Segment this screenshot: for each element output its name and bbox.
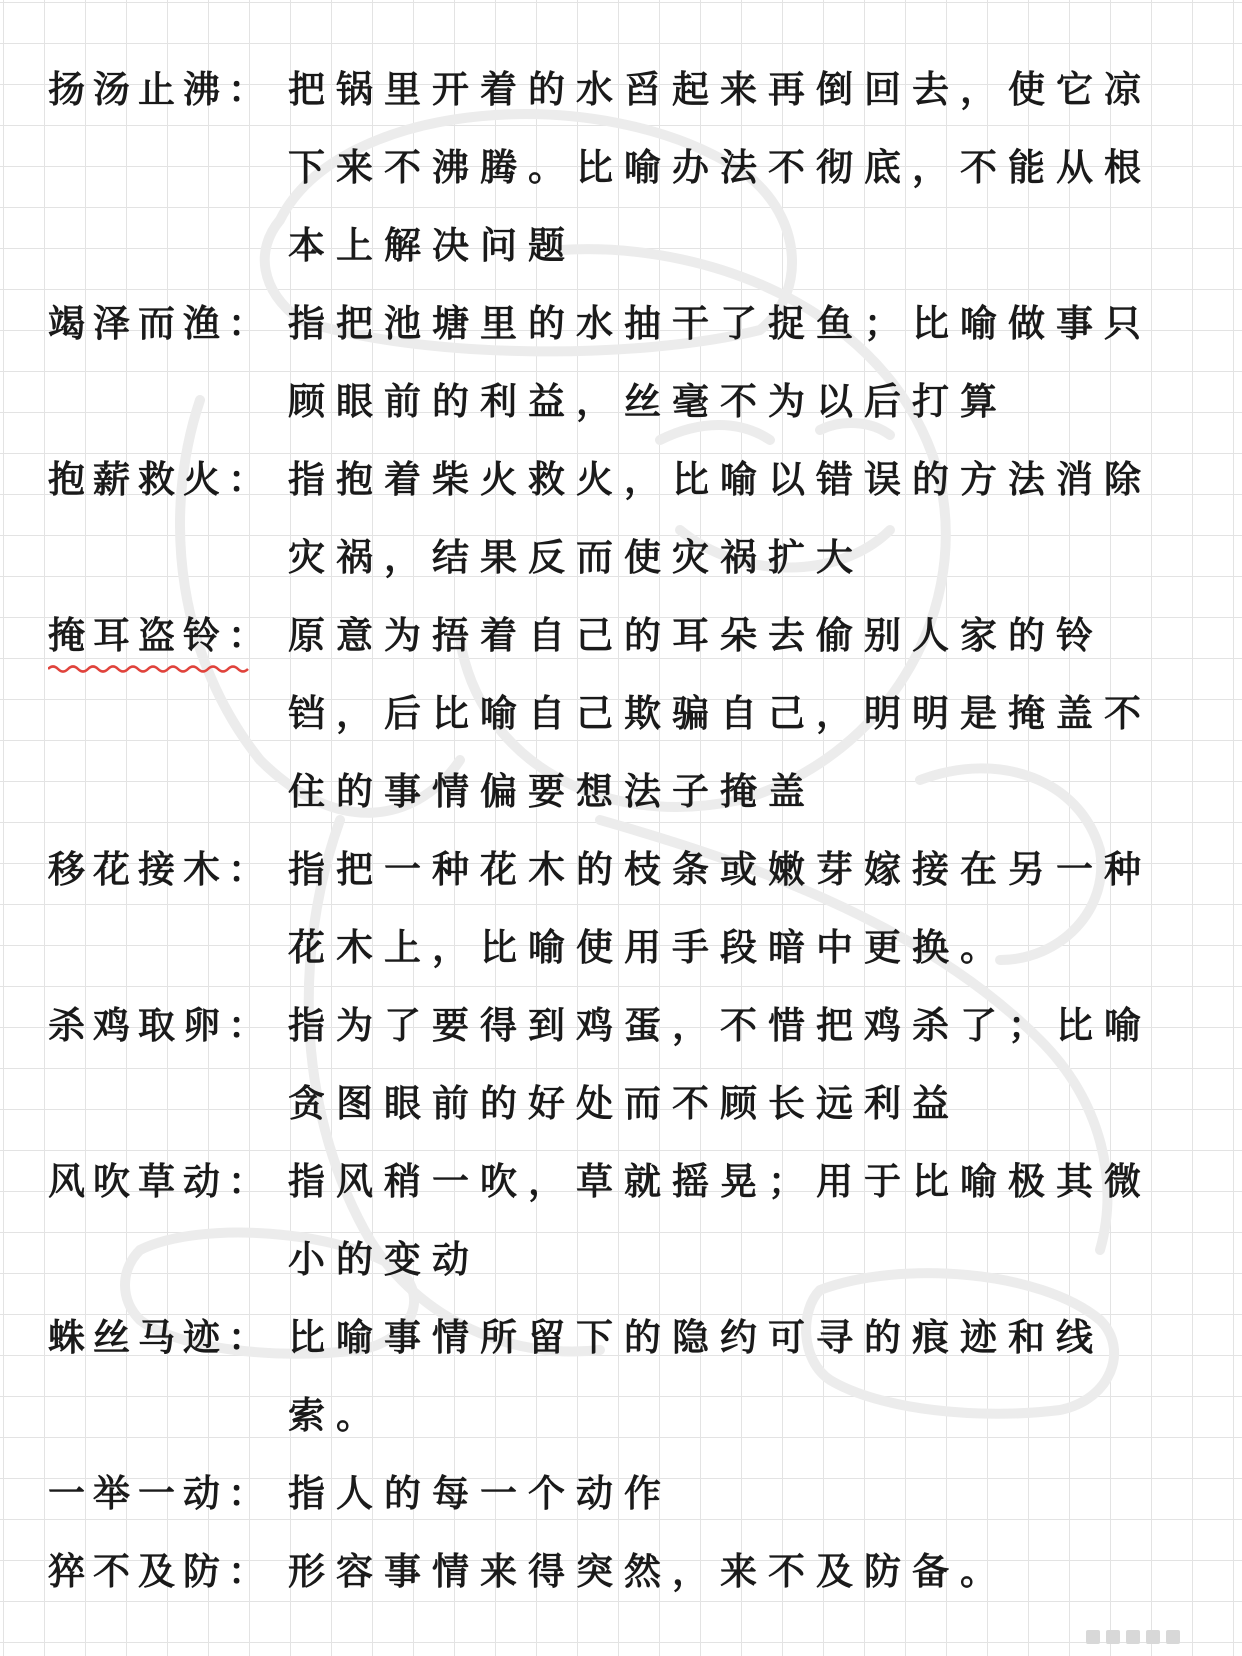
idiom-term: 掩耳盗铃：	[48, 613, 265, 657]
indicator-dot	[1106, 1630, 1120, 1644]
idiom-term: 扬汤止沸：	[48, 67, 265, 111]
idiom-entry	[48, 440, 1198, 596]
idiom-term: 猝不及防：	[48, 1549, 265, 1593]
idiom-entry	[48, 1298, 1198, 1454]
idiom-term: 一举一动：	[48, 1471, 265, 1515]
page-indicator-icon	[1086, 1630, 1180, 1644]
idiom-entry	[48, 986, 1198, 1142]
idiom-entry	[48, 830, 1198, 986]
indicator-dot	[1146, 1630, 1160, 1644]
idiom-term: 风吹草动：	[48, 1159, 265, 1203]
idiom-definition: 原意为捂着自己的耳朵去偷别人家的铃铛，后比喻自己欺骗自己，明明是掩盖不住的事情偏要想法子掩盖	[288, 613, 1152, 813]
idiom-term: 蛛丝马迹：	[48, 1315, 265, 1359]
idiom-entry	[48, 596, 1198, 830]
idiom-entry	[48, 1532, 1198, 1610]
idiom-definition: 把锅里开着的水舀起来再倒回去，使它凉下来不沸腾。比喻办法不彻底，不能从根本上解决问题	[288, 67, 1152, 267]
idiom-entry	[48, 1142, 1198, 1298]
idiom-list	[48, 50, 1198, 1610]
idiom-entry	[48, 1454, 1198, 1532]
idiom-definition: 指抱着柴火救火，比喻以错误的方法消除灾祸，结果反而使灾祸扩大	[288, 457, 1152, 579]
idiom-term: 杀鸡取卵：	[48, 1003, 265, 1047]
spellcheck-underline-icon	[48, 664, 253, 674]
indicator-dot	[1086, 1630, 1100, 1644]
idiom-definition: 比喻事情所留下的隐约可寻的痕迹和线索。	[288, 1315, 1104, 1437]
idiom-definition: 形容事情来得突然，来不及防备。	[288, 1549, 1008, 1593]
idiom-definition: 指为了要得到鸡蛋，不惜把鸡杀了；比喻贪图眼前的好处而不顾长远利益	[288, 1003, 1152, 1125]
idiom-definition: 指把池塘里的水抽干了捉鱼；比喻做事只顾眼前的利益，丝毫不为以后打算	[288, 301, 1152, 423]
idiom-term: 竭泽而渔：	[48, 301, 265, 345]
idiom-definition: 指把一种花木的枝条或嫩芽嫁接在另一种花木上，比喻使用手段暗中更换。	[288, 847, 1152, 969]
indicator-dot	[1166, 1630, 1180, 1644]
idiom-definition: 指风稍一吹，草就摇晃；用于比喻极其微小的变动	[288, 1159, 1152, 1281]
idiom-entry	[48, 284, 1198, 440]
idiom-definition: 指人的每一个动作	[288, 1471, 672, 1515]
idiom-term: 移花接木：	[48, 847, 265, 891]
indicator-dot	[1126, 1630, 1140, 1644]
idiom-entry	[48, 50, 1198, 284]
idiom-term: 抱薪救火：	[48, 457, 265, 501]
